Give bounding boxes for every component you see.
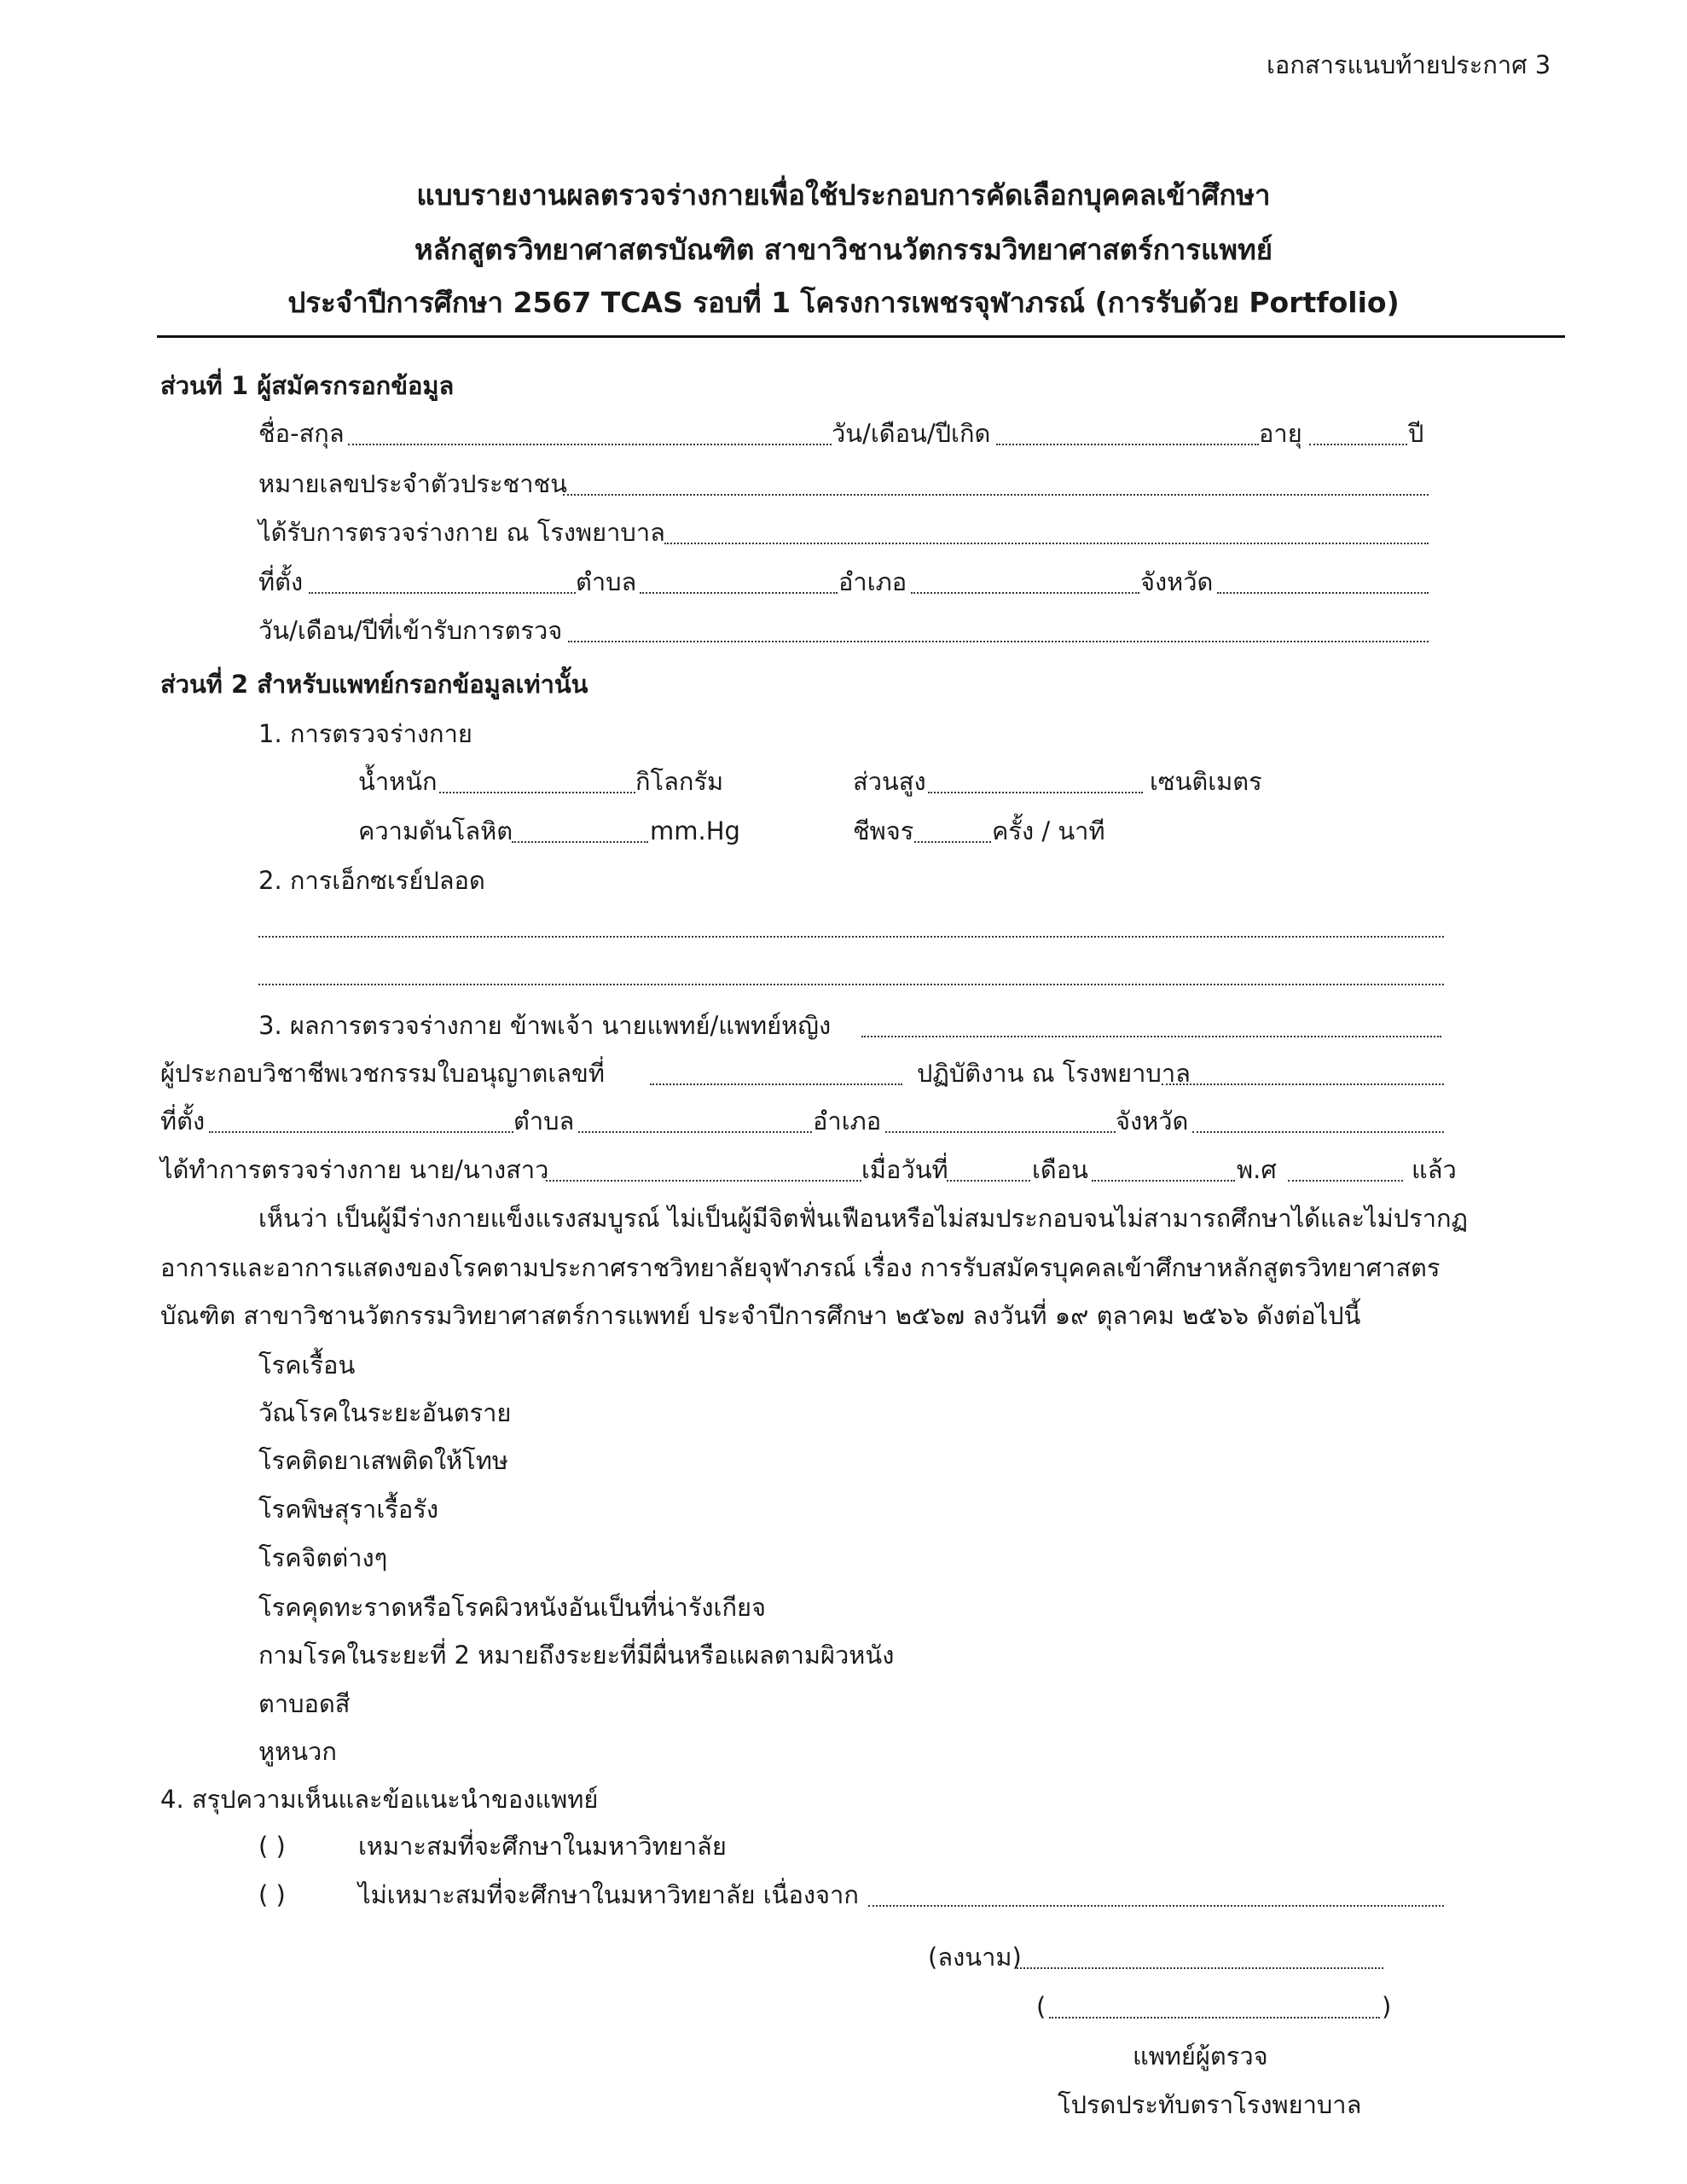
unsuitable-checkbox[interactable]: ( ): [258, 1880, 286, 1909]
open-paren: (: [1036, 1992, 1046, 2021]
signature-field[interactable]: [1017, 1967, 1383, 1969]
disease-item: โรคพิษสุราเรื้อรัง: [258, 1495, 438, 1524]
age-field[interactable]: [1309, 444, 1407, 445]
then-label: แล้ว: [1412, 1155, 1457, 1184]
disease-item: โรคจิตต่างๆ: [258, 1543, 388, 1572]
subdistrict-field[interactable]: [640, 592, 838, 594]
id-number-label: หมายเลขประจำตัวประชาชน: [258, 469, 568, 498]
hospital-label: ได้รับการตรวจร่างกาย ณ โรงพยาบาล: [258, 518, 665, 547]
physician-location-field[interactable]: [209, 1131, 513, 1133]
license-label: ผู้ประกอบวิชาชีพเวชกรรมใบอนุญาตเลขที่: [160, 1059, 605, 1088]
province-label: จังหวัด: [1140, 567, 1214, 596]
location-label: ที่ตั้ง: [258, 567, 304, 596]
disease-item: กามโรคในระยะที่ 2 หมายถึงระยะที่มีผื่นหรือแผลตามผิวหนัง: [258, 1641, 895, 1670]
location-field[interactable]: [309, 592, 576, 594]
physical-exam-heading: 1. การตรวจร่างกาย: [258, 719, 472, 748]
age-unit: ปี: [1408, 419, 1424, 448]
year-label: พ.ศ: [1237, 1155, 1277, 1184]
exam-date-field[interactable]: [568, 641, 1429, 642]
on-date-label: เมื่อวันที่: [861, 1155, 948, 1184]
license-field[interactable]: [650, 1083, 902, 1085]
id-number-field[interactable]: [563, 494, 1429, 496]
appendix-note: เอกสารแนบท้ายประกาศ 3: [1267, 50, 1551, 79]
district-label: อำเภอ: [838, 567, 907, 596]
bp-field[interactable]: [512, 841, 648, 843]
examinee-name-field[interactable]: [546, 1180, 861, 1182]
practice-hospital-label: ปฏิบัติงาน ณ โรงพยาบาล: [917, 1059, 1191, 1088]
part2-heading: ส่วนที่ 2 สำหรับแพทย์กรอกข้อมูลเท่านั้น: [160, 670, 588, 699]
xray-heading: 2. การเอ็กซเรย์ปลอด: [258, 866, 485, 895]
xray-field-line1[interactable]: [258, 936, 1444, 938]
height-field[interactable]: [928, 792, 1143, 793]
part1-heading: ส่วนที่ 1 ผู้สมัครกรอกข้อมูล: [160, 371, 455, 400]
pulse-unit: ครั้ง / นาที: [992, 816, 1105, 845]
disease-item: โรคคุดทะราดหรือโรคผิวหนังอันเป็นที่น่ารังเกียจ: [258, 1593, 767, 1622]
physician-subdistrict-label: ตำบล: [513, 1107, 575, 1136]
height-unit: เซนติเมตร: [1150, 767, 1262, 796]
exam-year-field[interactable]: [1288, 1180, 1403, 1182]
form-title-line1: แบบรายงานผลตรวจร่างกายเพื่อใช้ประกอบการคัดเลือกบุคคลเข้าศึกษา: [416, 178, 1271, 212]
xray-field-line2[interactable]: [258, 984, 1444, 985]
disease-item: หูหนวก: [258, 1737, 337, 1766]
name-label: ชื่อ-สกุล: [258, 419, 345, 448]
close-paren: ): [1382, 1992, 1392, 2021]
physician-subdistrict-field[interactable]: [578, 1131, 812, 1133]
bp-label: ความดันโลหิต: [358, 816, 513, 845]
practice-hospital-field[interactable]: [1162, 1083, 1444, 1085]
subdistrict-label: ตำบล: [576, 567, 637, 596]
disease-item: โรคติดยาเสพติดให้โทษ: [258, 1446, 508, 1475]
examining-physician-label: แพทย์ผู้ตรวจ: [1133, 2042, 1268, 2071]
examined-label: ได้ทำการตรวจร่างกาย นาย/นางสาว: [160, 1155, 549, 1184]
weight-field[interactable]: [439, 792, 635, 793]
opinion-line2: อาการและอาการแสดงของโรคตามประกาศราชวิทยาลัยจุฬาภรณ์ เรื่อง การรับสมัครบุคคลเข้าศึกษาหลักสูตรวิทยาศาสตร: [160, 1253, 1441, 1282]
form-title-line2: หลักสูตรวิทยาศาสตรบัณฑิต สาขาวิชานวัตกรรมวิทยาศาสตร์การแพทย์: [414, 233, 1273, 266]
title-divider: [157, 335, 1565, 338]
physician-district-label: อำเภอ: [813, 1107, 882, 1136]
disease-item: ตาบอดสี: [258, 1689, 351, 1718]
month-label: เดือน: [1032, 1155, 1088, 1184]
physician-district-field[interactable]: [885, 1131, 1116, 1133]
province-field[interactable]: [1217, 592, 1429, 594]
opinion-line3: บัณฑิต สาขาวิชานวัตกรรมวิทยาศาสตร์การแพทย์ ประจำปีการศึกษา ๒๕๖๗ ลงวันที่ ๑๙ ตุลาคม ๒๕๖๖ ดังต่อไปนี้: [160, 1301, 1361, 1330]
printed-name-field[interactable]: [1049, 2017, 1380, 2018]
pulse-label: ชีพจร: [853, 816, 914, 845]
dob-field[interactable]: [996, 444, 1259, 445]
suitable-label: เหมาะสมที่จะศึกษาในมหาวิทยาลัย: [358, 1832, 727, 1861]
weight-unit: กิโลกรัม: [635, 767, 724, 796]
disease-item: วัณโรคในระยะอันตราย: [258, 1398, 512, 1427]
sign-label: (ลงนาม): [928, 1943, 1022, 1972]
summary-heading: 4. สรุปความเห็นและข้อแนะนำของแพทย์: [160, 1785, 599, 1814]
result-heading: 3. ผลการตรวจร่างกาย ข้าพเจ้า นายแพทย์/แพทย์หญิง: [258, 1011, 832, 1040]
district-field[interactable]: [911, 592, 1139, 594]
disease-item: โรคเรื้อน: [258, 1350, 356, 1380]
exam-date-label: วัน/เดือน/ปีที่เข้ารับการตรวจ: [258, 616, 563, 645]
form-title-line3: ประจำปีการศึกษา 2567 TCAS รอบที่ 1 โครงการเพชรจุฬาภรณ์ (การรับด้วย Portfolio): [287, 286, 1400, 319]
suitable-checkbox[interactable]: ( ): [258, 1832, 286, 1861]
hospital-stamp-note: โปรดประทับตราโรงพยาบาล: [1058, 2090, 1362, 2119]
pulse-field[interactable]: [914, 841, 991, 843]
exam-day-field[interactable]: [947, 1180, 1030, 1182]
height-label: ส่วนสูง: [853, 767, 926, 796]
dob-label: วัน/เดือน/ปีเกิด: [832, 419, 991, 448]
unsuitable-label: ไม่เหมาะสมที่จะศึกษาในมหาวิทยาลัย เนื่องจาก: [358, 1880, 859, 1909]
physician-province-label: จังหวัด: [1116, 1107, 1189, 1136]
physician-name-field[interactable]: [861, 1036, 1441, 1037]
bp-unit: mm.Hg: [650, 816, 740, 845]
opinion-line1: เห็นว่า เป็นผู้มีร่างกายแข็งแรงสมบูรณ์ ไม่เป็นผู้มีจิตฟั่นเฟือนหรือไม่สมประกอบจนไม่สามารถศึกษาได้และไม่ปรากฏ: [258, 1204, 1469, 1233]
physician-province-field[interactable]: [1192, 1131, 1444, 1133]
unsuitable-reason-field[interactable]: [868, 1905, 1444, 1907]
weight-label: น้ำหนัก: [358, 767, 438, 796]
age-label: อายุ: [1259, 419, 1302, 448]
physician-location-label: ที่ตั้ง: [160, 1107, 206, 1136]
name-field[interactable]: [348, 444, 832, 445]
exam-month-field[interactable]: [1092, 1180, 1235, 1182]
hospital-field[interactable]: [664, 543, 1429, 544]
